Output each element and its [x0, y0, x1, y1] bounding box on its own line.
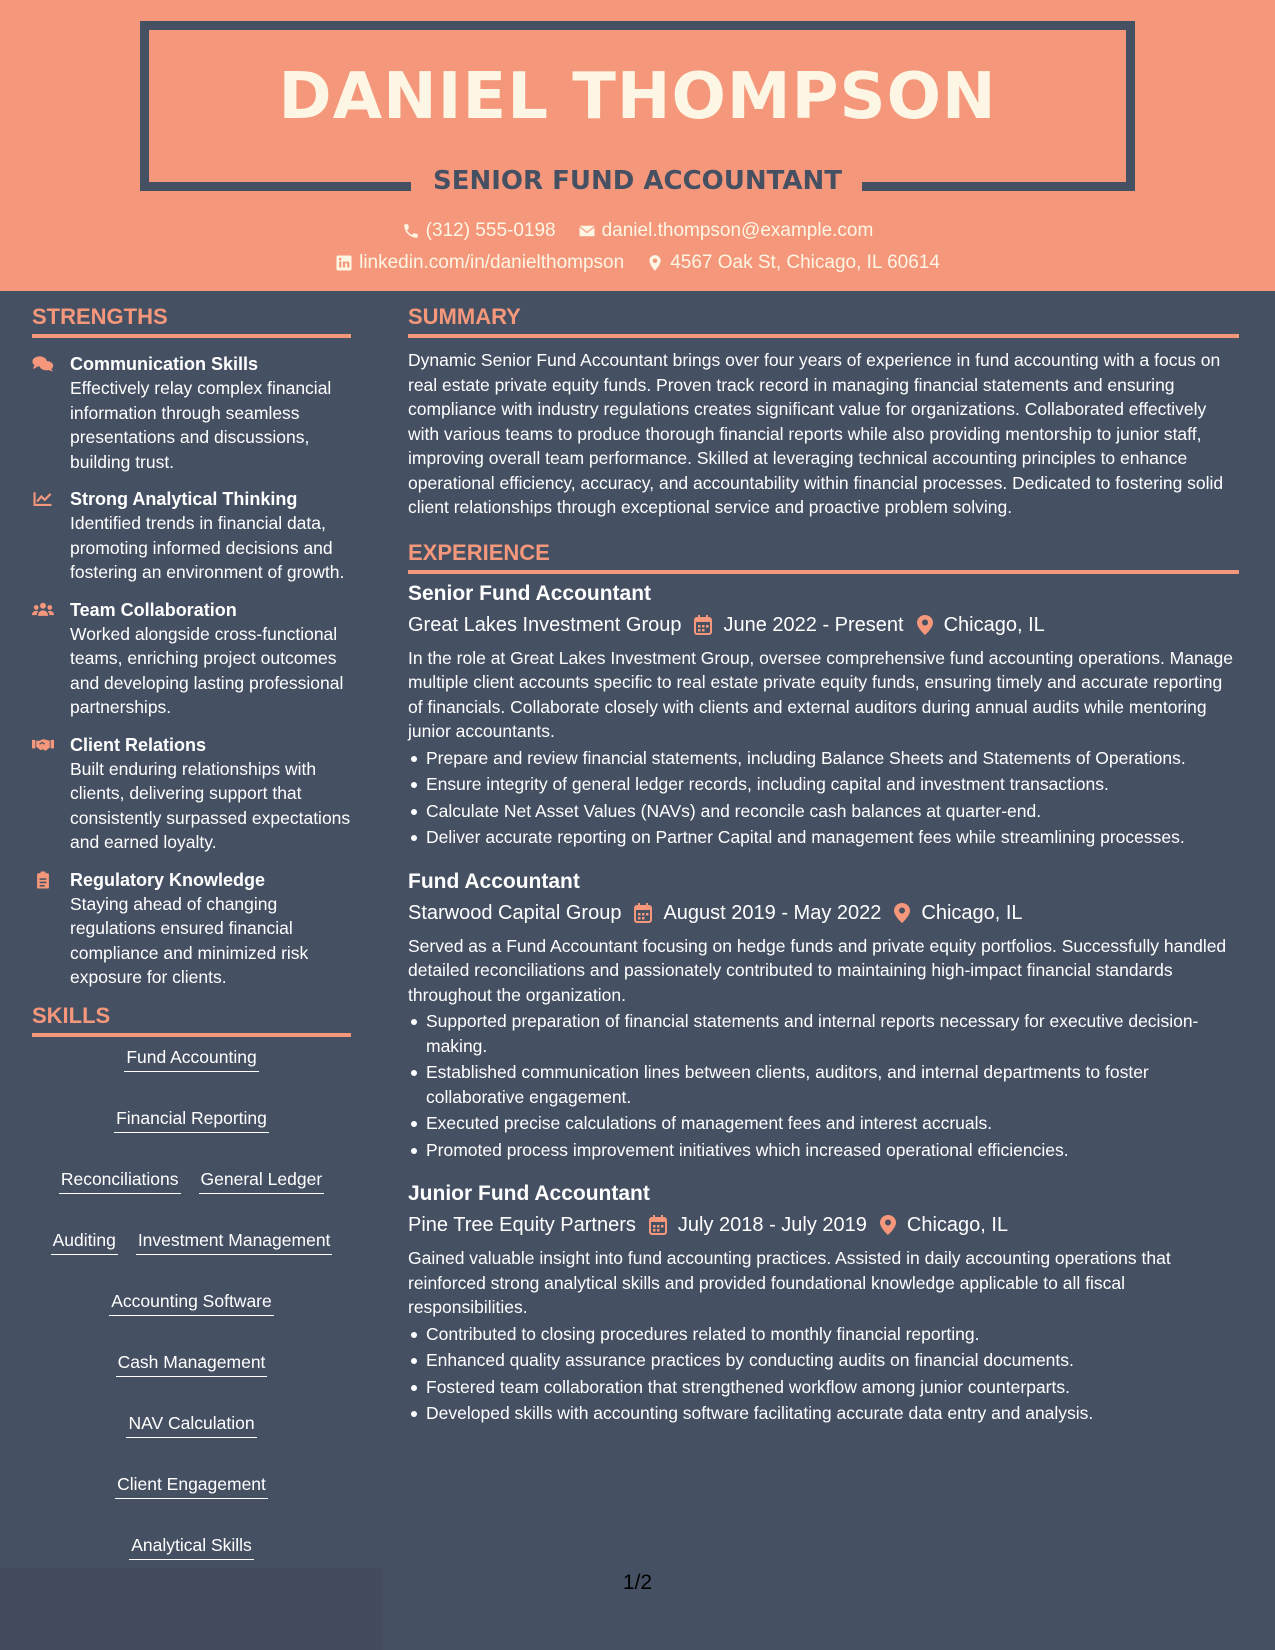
strength-item [32, 868, 351, 990]
envelope-icon [578, 222, 596, 240]
job-company: Starwood Capital Group [408, 901, 622, 924]
page-indicator: 1/2 [622, 1571, 653, 1594]
users-icon [32, 601, 54, 619]
job-entry [408, 1180, 1239, 1426]
skill-tag: Fund Accounting [124, 1045, 258, 1072]
skill-tag: Analytical Skills [129, 1533, 254, 1560]
map-marker-icon [917, 615, 933, 635]
job-bullet: Prepare and review financial statements, including Balance Sheets and Statements of Operations. [408, 746, 1239, 771]
job-bullet: Established communication lines between clients, auditors, and internal departments to foster collaborative engagement. [408, 1060, 1239, 1109]
strength-title: Strong Analytical Thinking [70, 489, 298, 509]
skill-tag: Client Engagement [115, 1472, 268, 1499]
header-banner [0, 0, 1275, 291]
strength-title: Communication Skills [70, 354, 259, 374]
skill-tag: Cash Management [116, 1350, 268, 1377]
comments-icon [32, 355, 54, 373]
candidate-name: DANIEL THOMPSON [278, 60, 997, 134]
job-bullets [408, 1322, 1239, 1426]
job-entry [408, 580, 1239, 850]
contact-row-2 [0, 252, 1275, 274]
calendar-icon [694, 615, 712, 635]
job-meta [408, 898, 1239, 928]
strength-desc: Effectively relay complex financial information through seamless presentations and discussions, building trust. [70, 378, 332, 472]
job-bullet: Contributed to closing procedures related to monthly financial reporting. [408, 1322, 1239, 1347]
job-entry [408, 868, 1239, 1163]
job-location: Chicago, IL [906, 1214, 1009, 1236]
map-marker-icon [880, 1215, 896, 1235]
phone-contact [402, 220, 556, 242]
skill-tag: Financial Reporting [114, 1106, 269, 1133]
strength-desc: Identified trends in financial data, promoting informed decisions and fostering an environment of growth. [70, 513, 345, 582]
phone-icon [402, 222, 420, 240]
summary-text: Dynamic Senior Fund Accountant brings over four years of experience in fund accounting with a focus on real estate private equity funds. Proven track record in managing financial statements and ensuring compliance with industry regulations creates significant value for organizations. Collaborated effectively with various teams to produce thorough financial reports while also providing mentorship to junior staff, improving overall team performance. Skilled at leveraging technical accounting principles to enhance operational efficiency, accuracy, and accountability within financial processes. Dedicated to fostering solid client relationships through exceptional service and proactive problem solving. [408, 350, 1224, 517]
email-contact[interactable] [578, 220, 874, 242]
linkedin-icon [335, 254, 353, 272]
job-company: Great Lakes Investment Group [408, 613, 682, 636]
address-text: 4567 Oak St, Chicago, IL 60614 [670, 252, 940, 273]
summary-heading: SUMMARY [408, 304, 1239, 338]
strengths-list [32, 352, 351, 990]
job-title: SENIOR FUND ACCOUNTANT [433, 166, 842, 196]
skills-heading: SKILLS [32, 1003, 351, 1037]
experience-heading: EXPERIENCE [408, 540, 1239, 574]
job-bullet: Deliver accurate reporting on Partner Capital and management fees while streamlining processes. [408, 825, 1239, 850]
right-column [408, 304, 1239, 1428]
skills-list [32, 1045, 351, 1621]
job-bullets [408, 746, 1239, 850]
strength-item [32, 598, 351, 720]
strengths-heading: STRENGTHS [32, 304, 351, 338]
phone-text: (312) 555-0198 [425, 220, 556, 241]
skill-tag: General Ledger [199, 1167, 325, 1194]
job-bullet: Executed precise calculations of management fees and interest accruals. [408, 1111, 1239, 1136]
chart-line-icon [32, 490, 54, 508]
job-location: Chicago, IL [921, 901, 1023, 924]
job-dates: August 2019 - May 2022 [663, 901, 882, 924]
strength-title: Client Relations [70, 734, 207, 755]
job-description: In the role at Great Lakes Investment Group, oversee comprehensive fund accounting operations. Manage multiple client accounts specific to real estate private equity funds, ensuring timely and accurate reporting of financials. Collaborate closely with clients and external auditors during annual audits while mentoring junior accountants. [408, 647, 1233, 741]
job-meta [408, 1210, 1239, 1240]
job-bullet: Ensure integrity of general ledger records, including capital and investment transactions. [408, 772, 1239, 797]
skill-tag: NAV Calculation [126, 1411, 256, 1438]
job-bullet: Supported preparation of financial statements and internal reports necessary for executive decision-making. [408, 1009, 1239, 1058]
job-bullet: Calculate Net Asset Values (NAVs) and reconcile cash balances at quarter-end. [408, 799, 1239, 824]
job-role: Senior Fund Accountant [408, 581, 652, 605]
skill-tag: Auditing [51, 1228, 118, 1255]
strength-item [32, 352, 351, 474]
map-marker-icon [894, 903, 910, 923]
linkedin-contact[interactable] [335, 252, 624, 274]
strength-title: Regulatory Knowledge [70, 869, 266, 890]
calendar-icon [634, 903, 652, 923]
linkedin-text[interactable]: linkedin.com/in/danielthompson [359, 252, 625, 273]
job-meta [408, 610, 1239, 640]
job-role: Fund Accountant [408, 869, 580, 893]
job-location: Chicago, IL [943, 613, 1045, 636]
job-role: Junior Fund Accountant [408, 1182, 650, 1205]
address-contact [646, 252, 940, 274]
job-bullet: Fostered team collaboration that strengthened workflow among junior counterparts. [408, 1375, 1239, 1400]
job-dates: June 2022 - Present [723, 613, 904, 636]
job-company: Pine Tree Equity Partners [408, 1214, 636, 1236]
skill-tag: Accounting Software [109, 1289, 274, 1316]
strength-item [32, 733, 351, 855]
job-bullet: Enhanced quality assurance practices by conducting audits on financial documents. [408, 1348, 1239, 1373]
strength-desc: Staying ahead of changing regulations ensured financial compliance and minimized risk exposure for clients. [70, 893, 309, 987]
job-description: Served as a Fund Accountant focusing on hedge funds and private equity portfolios. Successfully handled detailed reconciliations and passionately contributed to maintaining high-impact financial standards throughout the organization. [408, 935, 1227, 1005]
job-dates: July 2018 - July 2019 [677, 1214, 867, 1236]
job-bullet: Developed skills with accounting software facilitating accurate data entry and analysis. [408, 1401, 1239, 1426]
skill-tag: Investment Management [136, 1228, 333, 1255]
job-bullet: Promoted process improvement initiatives which increased operational efficiencies. [408, 1138, 1239, 1163]
clipboard-icon [32, 871, 54, 889]
contact-row-1 [0, 220, 1275, 242]
job-bullets [408, 1009, 1239, 1162]
email-text[interactable]: daniel.thompson@example.com [601, 220, 874, 241]
handshake-icon [32, 736, 54, 754]
strength-title: Team Collaboration [70, 599, 237, 620]
map-marker-icon [646, 254, 664, 272]
strength-desc: Worked alongside cross-functional teams, enriching project outcomes and developing lasting professional partnerships. [70, 623, 344, 717]
skill-tag: Reconciliations [59, 1167, 181, 1194]
left-column [32, 304, 351, 1621]
job-description: Gained valuable insight into fund accounting practices. Assisted in daily accounting operations that reinforced strong analytical skills and provided foundational knowledge applicable to all fiscal responsibilities. [408, 1248, 1171, 1317]
strength-desc: Built enduring relationships with clients, delivering support that consistently surpassed expectations and earned loyalty. [70, 758, 351, 852]
calendar-icon [649, 1215, 667, 1235]
strength-item [32, 487, 351, 585]
